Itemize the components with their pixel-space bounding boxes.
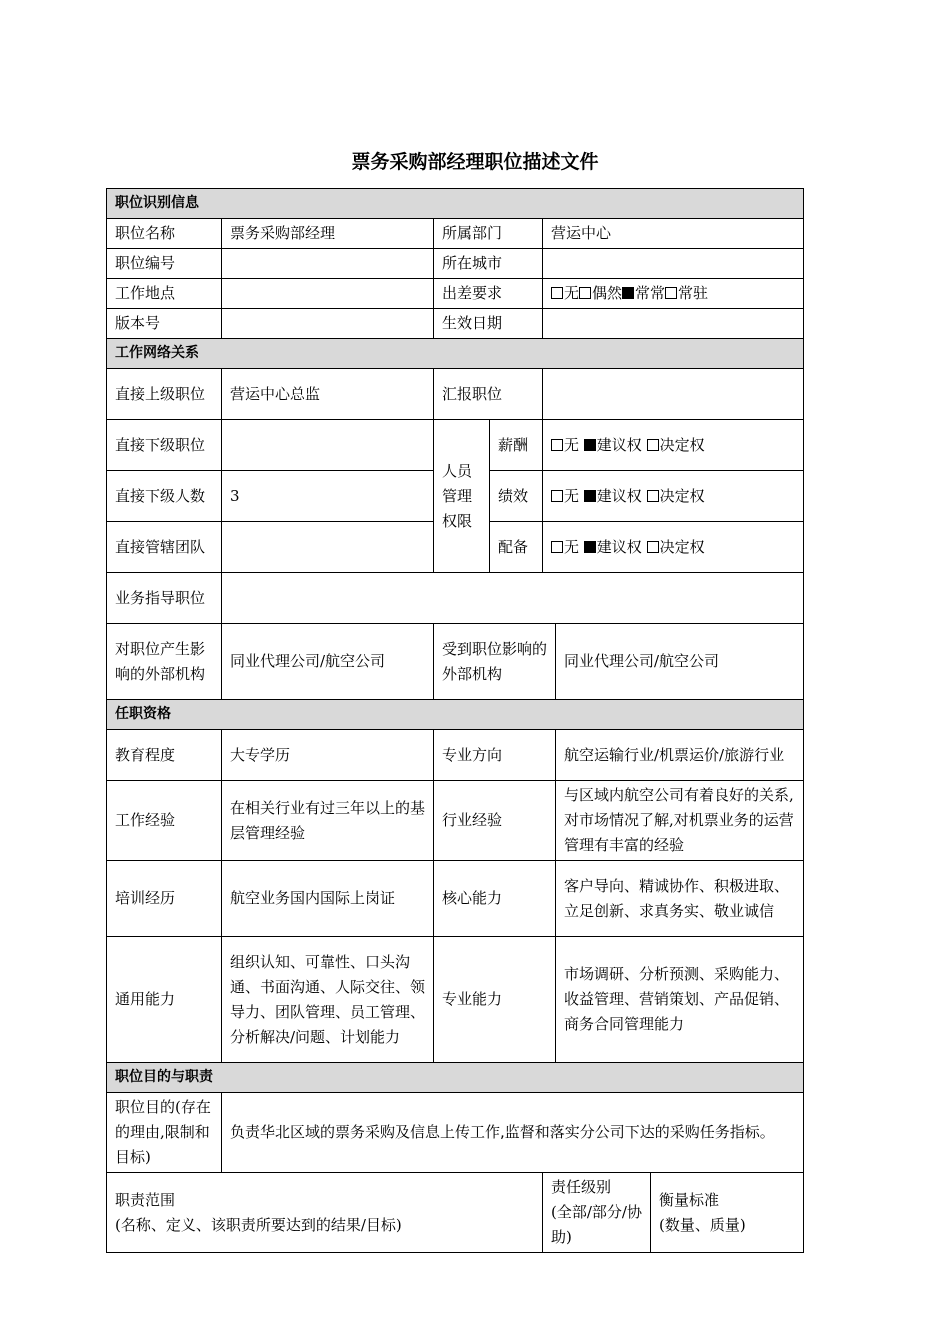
scope-sub: (名称、定义、该职责所要达到的结果/目标) <box>115 1215 402 1234</box>
professional-ability-value: 市场调研、分析预测、采购能力、收益管理、营销策划、产品促销、商务合同管理能力 <box>556 937 804 1063</box>
external-affected-label: 受到职位影响的外部机构 <box>434 624 556 700</box>
level-sub: (全部/部分/协助) <box>551 1203 642 1246</box>
professional-ability-label: 专业能力 <box>434 937 556 1063</box>
travel-requirement-label: 出差要求 <box>434 279 543 309</box>
option-label: 无 <box>564 435 580 454</box>
travel-options <box>543 279 804 309</box>
external-affected-value: 同业代理公司/航空公司 <box>556 624 804 700</box>
external-influence-label: 对职位产生影响的外部机构 <box>107 624 222 700</box>
option-label: 决定权 <box>659 537 705 556</box>
business-guide-value <box>222 573 804 624</box>
general-ability-label: 通用能力 <box>107 937 222 1063</box>
industry-experience-value: 与区域内航空公司有着良好的关系,对市场情况了解,对机票业务的运营管理有丰富的经验 <box>556 781 804 861</box>
travel-option-label: 偶然 <box>592 284 623 302</box>
measure-header <box>651 1173 804 1253</box>
subordinate-count-label: 直接下级人数 <box>107 471 222 522</box>
section-header-identification: 职位识别信息 <box>107 189 804 219</box>
checkbox-none[interactable] <box>551 541 563 553</box>
subordinate-label: 直接下级职位 <box>107 420 222 471</box>
checkbox-suggest[interactable] <box>584 490 596 502</box>
position-number-value <box>222 249 434 279</box>
city-value <box>543 249 804 279</box>
purpose-label: 职位目的(存在的理由,限制和目标) <box>107 1093 222 1173</box>
major-label: 专业方向 <box>434 730 556 781</box>
measure-sub: (数量、质量) <box>659 1215 746 1234</box>
effective-date-label: 生效日期 <box>434 309 543 339</box>
checkbox-none[interactable] <box>551 439 563 451</box>
position-name-label: 职位名称 <box>107 219 222 249</box>
option-label: 无 <box>564 486 580 505</box>
industry-experience-label: 行业经验 <box>434 781 556 861</box>
section-header-network: 工作网络关系 <box>107 339 804 369</box>
work-location-value <box>222 279 434 309</box>
department-label: 所属部门 <box>434 219 543 249</box>
managed-team-label: 直接管辖团队 <box>107 522 222 573</box>
travel-option-label: 常驻 <box>678 284 709 302</box>
checkbox-travel-none[interactable] <box>551 287 563 299</box>
scope-label: 职责范围 <box>115 1190 176 1209</box>
authority-options-staffing <box>543 522 804 573</box>
responsibility-scope-header <box>107 1173 543 1253</box>
work-location-label: 工作地点 <box>107 279 222 309</box>
subordinate-value <box>222 420 434 471</box>
option-label: 决定权 <box>659 486 705 505</box>
managed-team-value <box>222 522 434 573</box>
report-position-value <box>543 369 804 420</box>
work-experience-value: 在相关行业有过三年以上的基层管理经验 <box>222 781 434 861</box>
education-label: 教育程度 <box>107 730 222 781</box>
travel-option-label: 常常 <box>635 284 666 302</box>
travel-option-label: 无 <box>564 284 580 302</box>
checkbox-travel-occasional[interactable] <box>579 287 591 299</box>
education-value: 大专学历 <box>222 730 434 781</box>
level-label: 责任级别 <box>551 1178 612 1196</box>
version-label: 版本号 <box>107 309 222 339</box>
report-position-label: 汇报职位 <box>434 369 543 420</box>
purpose-value: 负责华北区域的票务采购及信息上传工作,监督和落实分公司下达的采购任务指标。 <box>222 1093 804 1173</box>
checkbox-decide[interactable] <box>647 439 659 451</box>
major-value: 航空运输行业/机票运价/旅游行业 <box>556 730 804 781</box>
personnel-authority-label: 人员管理权限 <box>434 420 490 573</box>
checkbox-travel-frequent[interactable] <box>622 287 634 299</box>
version-value <box>222 309 434 339</box>
checkbox-suggest[interactable] <box>584 541 596 553</box>
checkbox-decide[interactable] <box>647 490 659 502</box>
authority-row-label: 薪酬 <box>490 420 543 471</box>
job-description-table <box>106 188 804 1253</box>
external-influence-value: 同业代理公司/航空公司 <box>222 624 434 700</box>
training-value: 航空业务国内国际上岗证 <box>222 861 434 937</box>
position-name-value: 票务采购部经理 <box>222 219 434 249</box>
checkbox-travel-resident[interactable] <box>665 287 677 299</box>
authority-row-label: 绩效 <box>490 471 543 522</box>
core-competency-label: 核心能力 <box>434 861 556 937</box>
work-experience-label: 工作经验 <box>107 781 222 861</box>
authority-row-label: 配备 <box>490 522 543 573</box>
business-guide-label: 业务指导职位 <box>107 573 222 624</box>
option-label: 建议权 <box>596 435 642 454</box>
page-title: 票务采购部经理职位描述文件 <box>351 151 599 173</box>
core-competency-value: 客户导向、精诚协作、积极进取、立足创新、求真务实、敬业诚信 <box>556 861 804 937</box>
position-number-label: 职位编号 <box>107 249 222 279</box>
general-ability-value: 组织认知、可靠性、口头沟通、书面沟通、人际交往、领导力、团队管理、员工管理、分析解决/问题、计划能力 <box>222 937 434 1063</box>
checkbox-suggest[interactable] <box>584 439 596 451</box>
option-label: 决定权 <box>659 435 705 454</box>
department-value: 营运中心 <box>543 219 804 249</box>
authority-options-salary <box>543 420 804 471</box>
responsibility-level-header <box>543 1173 651 1253</box>
checkbox-decide[interactable] <box>647 541 659 553</box>
section-header-qualifications: 任职资格 <box>107 700 804 730</box>
superior-value: 营运中心总监 <box>222 369 434 420</box>
city-label: 所在城市 <box>434 249 543 279</box>
measure-label: 衡量标准 <box>659 1190 720 1209</box>
authority-options-performance <box>543 471 804 522</box>
superior-label: 直接上级职位 <box>107 369 222 420</box>
section-header-purpose: 职位目的与职责 <box>107 1063 804 1093</box>
option-label: 建议权 <box>596 486 642 505</box>
checkbox-none[interactable] <box>551 490 563 502</box>
option-label: 建议权 <box>596 537 642 556</box>
subordinate-count-value: 3 <box>222 471 434 522</box>
option-label: 无 <box>564 537 580 556</box>
effective-date-value <box>543 309 804 339</box>
training-label: 培训经历 <box>107 861 222 937</box>
